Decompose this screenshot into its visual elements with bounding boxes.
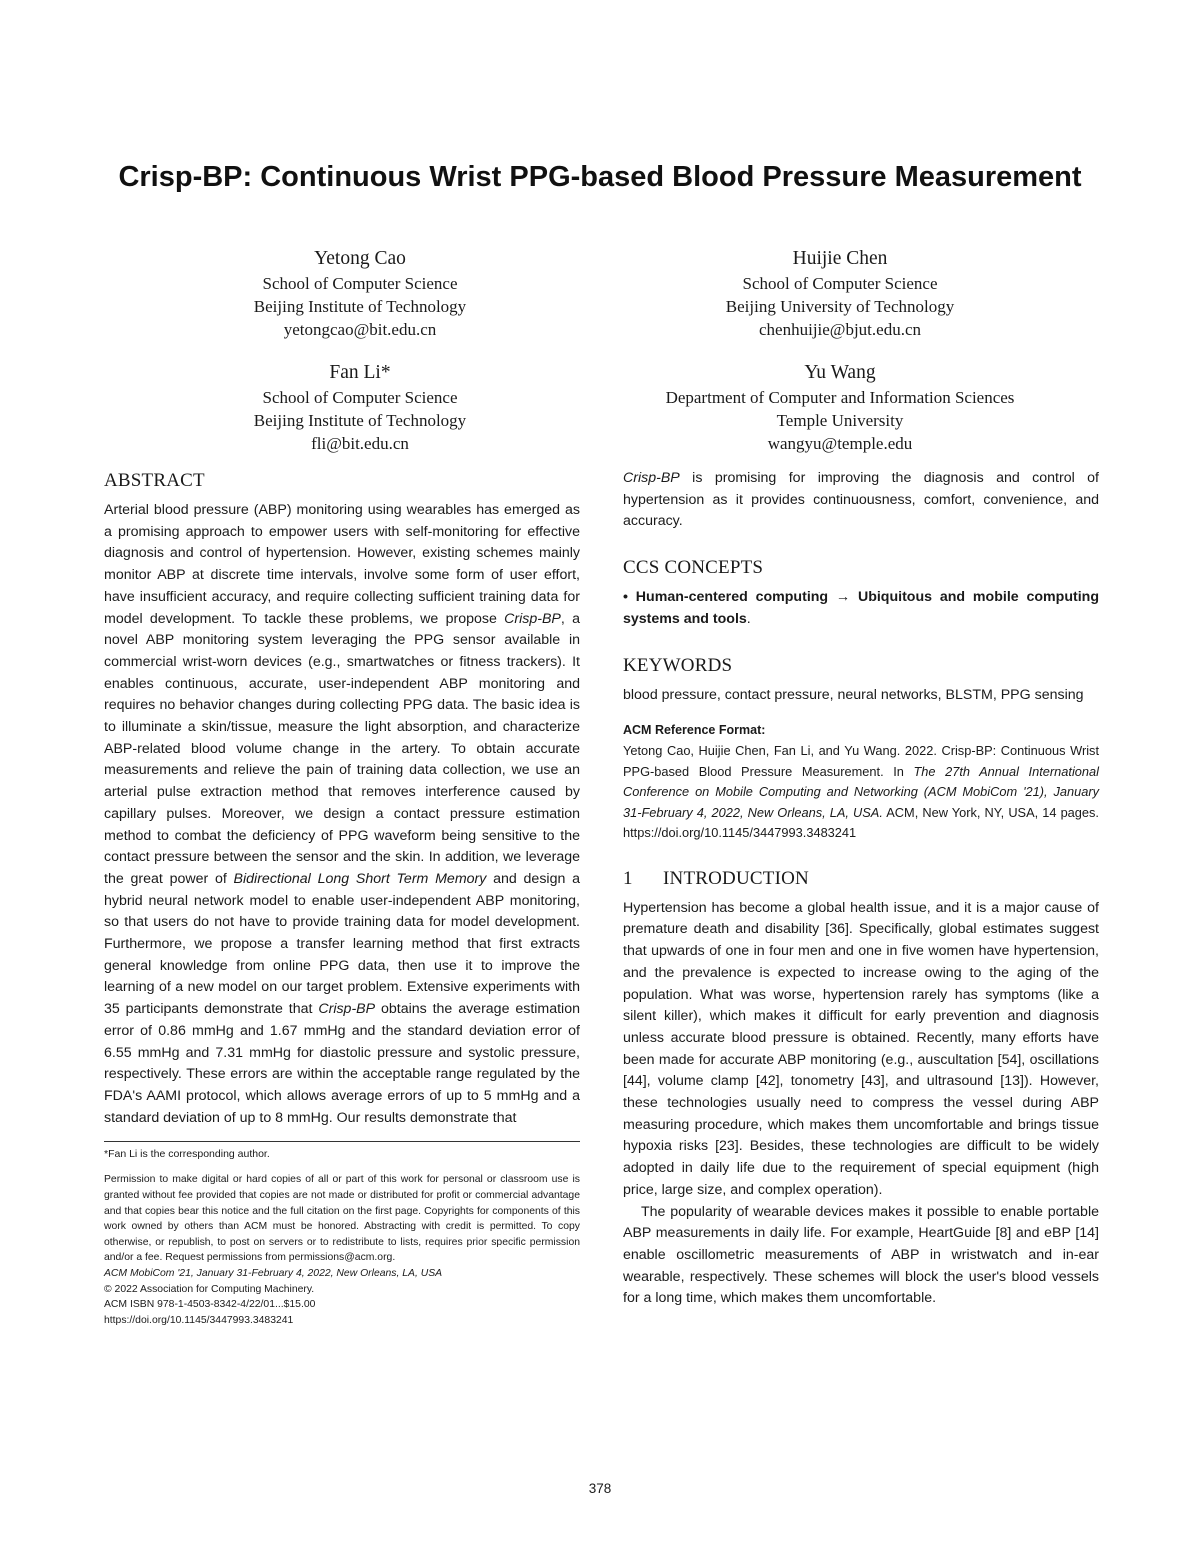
author-name: Yetong Cao — [314, 248, 406, 269]
author-institution: Beijing Institute of Technology — [253, 297, 467, 316]
author-block — [580, 246, 1100, 341]
abstract-heading: ABSTRACT — [104, 470, 205, 491]
author-email[interactable]: wangyu@temple.edu — [767, 434, 913, 453]
corresponding-author-footnote: *Fan Li is the corresponding author. — [104, 1148, 270, 1161]
reference-format-text — [623, 741, 1099, 844]
author-block — [100, 246, 620, 341]
author-dept: Department of Computer and Information Sciences — [665, 388, 1015, 407]
keywords-heading: KEYWORDS — [623, 654, 733, 676]
reference-authors: Yetong Cao, Huijie Chen, Fan Li, and Yu Wang. 2022. Crisp-BP: Continuous Wrist PPG-based Blood Pressure Measurement. In — [623, 743, 1099, 779]
author-block — [580, 360, 1100, 455]
paper-title: Crisp-BP: Continuous Wrist PPG-based Blood Pressure Measurement — [118, 161, 1082, 193]
abstract-segment: obtains the average estimation error of 0.86 mmHg and 1.67 mmHg and the standard deviation error of 6.55 mmHg and 7.31 mmHg for diastolic pressure and systolic pressure, respectively. These errors are within the acceptable range regulated by the FDA's AAMI protocol, which allows average errors of up to 5 mmHg and a standard deviation of up to 8 mmHg. Our results demonstrate that — [104, 1001, 580, 1126]
ccs-period: . — [746, 610, 751, 627]
author-name: Yu Wang — [804, 362, 876, 383]
abstract-text — [104, 500, 580, 1129]
author-name: Fan Li* — [329, 362, 391, 383]
author-institution: Temple University — [776, 411, 904, 430]
reference-venue: The 27th Annual International Conference on Mobile Computing and Networking (ACM MobiCom '21), January 31-February 4, 2022, New Orleans, LA, USA. — [623, 763, 1099, 820]
author-dept: School of Computer Science — [742, 274, 938, 293]
conference-line: ACM MobiCom '21, January 31-February 4, 2022, New Orleans, LA, USA — [104, 1267, 443, 1279]
author-institution: Beijing Institute of Technology — [253, 411, 467, 430]
author-email[interactable]: fli@bit.edu.cn — [311, 434, 409, 453]
copyright-line: © 2022 Association for Computing Machinery. — [104, 1283, 315, 1295]
author-institution: Beijing University of Technology — [725, 297, 955, 316]
abstract-segment: , a novel ABP monitoring system leveraging the PPG sensor available in commercial wrist-worn devices (e.g., smartwatches or fitness trackers). It enables continuous, accurate, user-independent ABP monitoring and requires no behavior changes during collecting PPG data. The basic idea is to illuminate a skin/tissue, measure the light absorption, and characterize ABP-related blood volume change in the artery. To obtain accurate measurements and relieve the pain of training data collection, we use an arterial pulse extraction method that removes interference caused by capillary pulses. Moreover, we design a contact pressure estimation method to combat the deficiency of PPG waveform being sensitive to the contact pressure between the sensor and the skin. In addition, we leverage the great power of — [104, 610, 580, 887]
system-name: Crisp-BP — [623, 470, 680, 486]
abstract-segment: and design a hybrid neural network model to enable user-independent ABP monitoring, so that users do not have to provide training data for model development. Furthermore, we propose a transfer learning method that first extracts general knowledge from online PPG data, then use it to improve the learning of a new model on our target problem. Extensive experiments with 35 participants demonstrate that — [104, 870, 580, 1018]
ccs-heading: CCS CONCEPTS — [623, 557, 764, 579]
permission-notice: Permission to make digital or hard copies of all or part of this work for personal or classroom use is granted without fee provided that copies are not made or distributed for profit or commercial advantage and that copies bear this notice and the full citation on the first page. Copyrights for components of this work owned by others than ACM must be honored. Abstracting with credit is permitted. To copy otherwise, or republish, to post on servers or to redistribute to lists, requires prior specific permission and/or a fee. Request permissions from permissions@acm.org. — [104, 1174, 580, 1264]
isbn-line: ACM ISBN 978-1-4503-8342-4/22/01...$15.00 — [104, 1299, 316, 1311]
author-dept: School of Computer Science — [262, 274, 458, 293]
doi-link[interactable]: https://doi.org/10.1145/3447993.3483241 — [104, 1314, 294, 1326]
introduction-paragraph: Hypertension has become a global health issue, and it is a major cause of premature death and disability [36]. Specifically, global estimates suggest that upwards of one in four men and one in five women have hypertension, and the prevalence is expected to increase owing to the aging of the population. What was worse, hypertension rarely has symptoms (like a silent killer), which makes it difficult for early prevention and diagnosis unless accurate blood pressure is obtained. Recently, many efforts have been made for accurate ABP monitoring (e.g., auscultation [54], oscillations [44], volume clamp [42], tonometry [43], and ultrasound [13]). However, these technologies usually need to compress the vessel during ABP measuring procedure, which makes them uncomfortable and brings tissue hypoxia risks [23]. Besides, these technologies are difficult to be widely adopted in daily life due to the requirement of special equipment (high price, large size, and complex operation). — [623, 899, 1099, 1198]
right-column — [623, 468, 1099, 1310]
blstm-term: Bidirectional Long Short Term Memory — [233, 870, 487, 887]
ccs-concepts — [623, 587, 1099, 630]
abstract-segment: is promising for improving the diagnosis and control of hypertension as it provides continuousness, comfort, convenience, and accuracy. — [623, 470, 1099, 530]
system-name: Crisp-BP — [504, 610, 561, 627]
keywords-text: blood pressure, contact pressure, neural networks, BLSTM, PPG sensing — [623, 686, 1084, 703]
reference-rest: ACM, New York, NY, USA, 14 pages. https://doi.org/10.1145/3447993.3483241 — [623, 804, 1099, 841]
section-number: 1 — [623, 867, 633, 889]
author-name: Huijie Chen — [792, 248, 888, 269]
introduction-paragraph: The popularity of wearable devices makes it possible to enable portable ABP measurements in daily life. For example, HeartGuide [8] and eBP [14] enable oscillometric measurements of ABP in wristwatch and in-ear wearable, respectively. These schemes will block the user's blood vessels for a long time, which makes them uncomfortable. — [623, 1203, 1099, 1307]
introduction-heading — [623, 866, 1099, 892]
author-email[interactable]: yetongcao@bit.edu.cn — [283, 320, 437, 339]
ccs-concept-text: • Human-centered computing → Ubiquitous and mobile computing systems and tools — [623, 589, 1099, 627]
author-dept: School of Computer Science — [262, 388, 458, 407]
system-name: Crisp-BP — [318, 1001, 376, 1018]
author-email[interactable]: chenhuijie@bjut.edu.cn — [759, 320, 921, 339]
section-title: INTRODUCTION — [663, 867, 809, 889]
left-column — [104, 468, 580, 1328]
page-number: 378 — [588, 1481, 612, 1496]
reference-format-label: ACM Reference Format: — [623, 723, 766, 738]
footnote-rule — [104, 1141, 580, 1142]
abstract-segment: Arterial blood pressure (ABP) monitoring using wearables has emerged as a promising approach to empower users with self-monitoring for effective diagnosis and control of hypertension. However, existing schemes mainly monitor ABP at discrete time intervals, involve some form of user effort, have insufficient accuracy, and require collecting sufficient training data for model development. To tackle these problems, we propose — [104, 502, 580, 627]
author-block — [100, 360, 620, 455]
abstract-continued — [623, 468, 1099, 533]
